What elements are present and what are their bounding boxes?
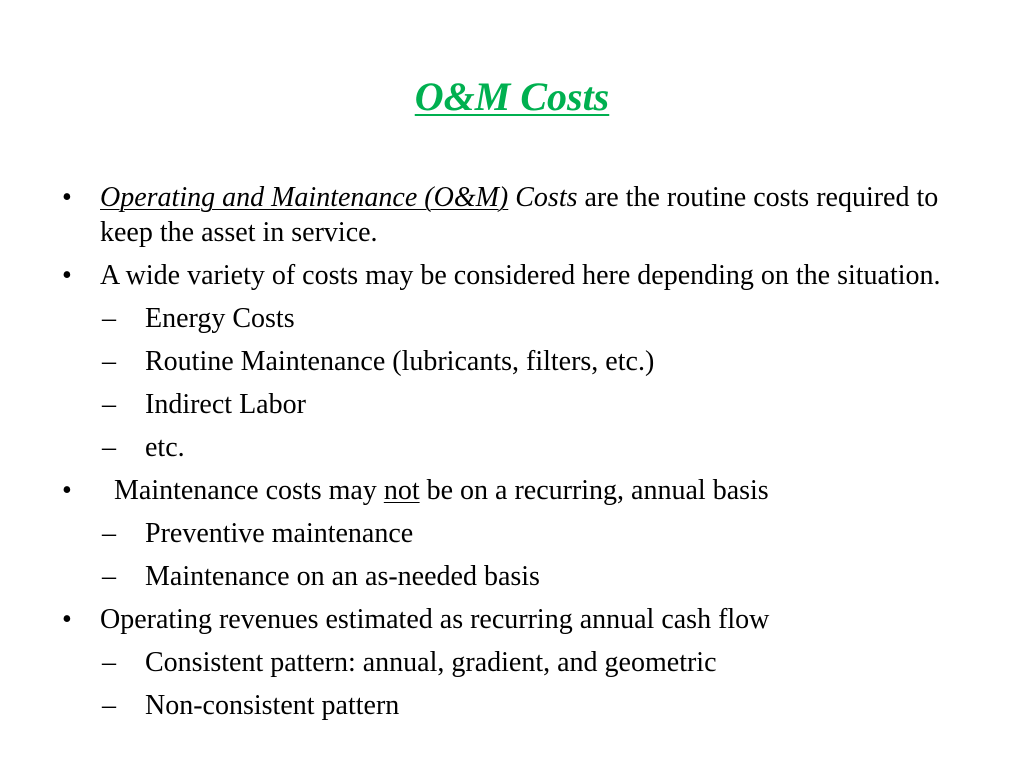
bullet-item: [62, 258, 992, 293]
dash-icon: –: [102, 346, 116, 377]
dash-icon: –: [102, 518, 116, 549]
sub-bullet-text: Preventive maintenance: [145, 518, 414, 549]
bullet-text-after: be on a recurring, annual basis: [419, 475, 769, 506]
sub-bullet-text: Energy Costs: [145, 303, 295, 334]
sub-bullet-text: Maintenance on an as-needed basis: [145, 561, 540, 592]
defined-term-tail: Costs: [515, 182, 578, 213]
sub-bullet-text: etc.: [145, 432, 185, 463]
dash-icon: –: [102, 647, 116, 678]
sub-bullet-item: [62, 688, 992, 723]
bullet-text: Operating revenues estimated as recurring annual cash flow: [100, 604, 770, 635]
slide-body: [62, 180, 992, 731]
sub-bullet-text: Non-consistent pattern: [145, 690, 400, 721]
defined-term: Operating and Maintenance (O&M): [100, 182, 509, 213]
slide-title: O&M Costs: [414, 74, 610, 119]
bullet-icon: •: [62, 260, 72, 291]
sub-bullet-item: [62, 387, 992, 422]
sub-bullet-item: [62, 645, 992, 680]
sub-bullet-item: [62, 430, 992, 465]
dash-icon: –: [102, 561, 116, 592]
dash-icon: –: [102, 690, 116, 721]
bullet-icon: •: [62, 182, 72, 213]
bullet-item: [62, 602, 992, 637]
emphasis-not: not: [383, 475, 420, 506]
sub-bullet-text: Consistent pattern: annual, gradient, and geometric: [145, 647, 717, 678]
sub-bullet-text: Routine Maintenance (lubricants, filters, etc.): [145, 346, 655, 377]
bullet-item: [62, 473, 992, 508]
dash-icon: –: [102, 303, 116, 334]
bullet-text: A wide variety of costs may be considered here depending on the situation.: [100, 260, 941, 291]
dash-icon: –: [102, 432, 116, 463]
sub-bullet-item: [62, 559, 992, 594]
sub-bullet-item: [62, 301, 992, 336]
bullet-text: are the routine costs required to keep the asset in service.: [100, 182, 939, 248]
bullet-icon: •: [62, 604, 72, 635]
bullet-text-before: Maintenance costs may: [114, 475, 384, 506]
sub-bullet-item: [62, 516, 992, 551]
bullet-icon: •: [62, 475, 72, 506]
sub-bullet-text: Indirect Labor: [145, 389, 306, 420]
dash-icon: –: [102, 389, 116, 420]
sub-bullet-item: [62, 344, 992, 379]
bullet-item: [62, 180, 992, 250]
